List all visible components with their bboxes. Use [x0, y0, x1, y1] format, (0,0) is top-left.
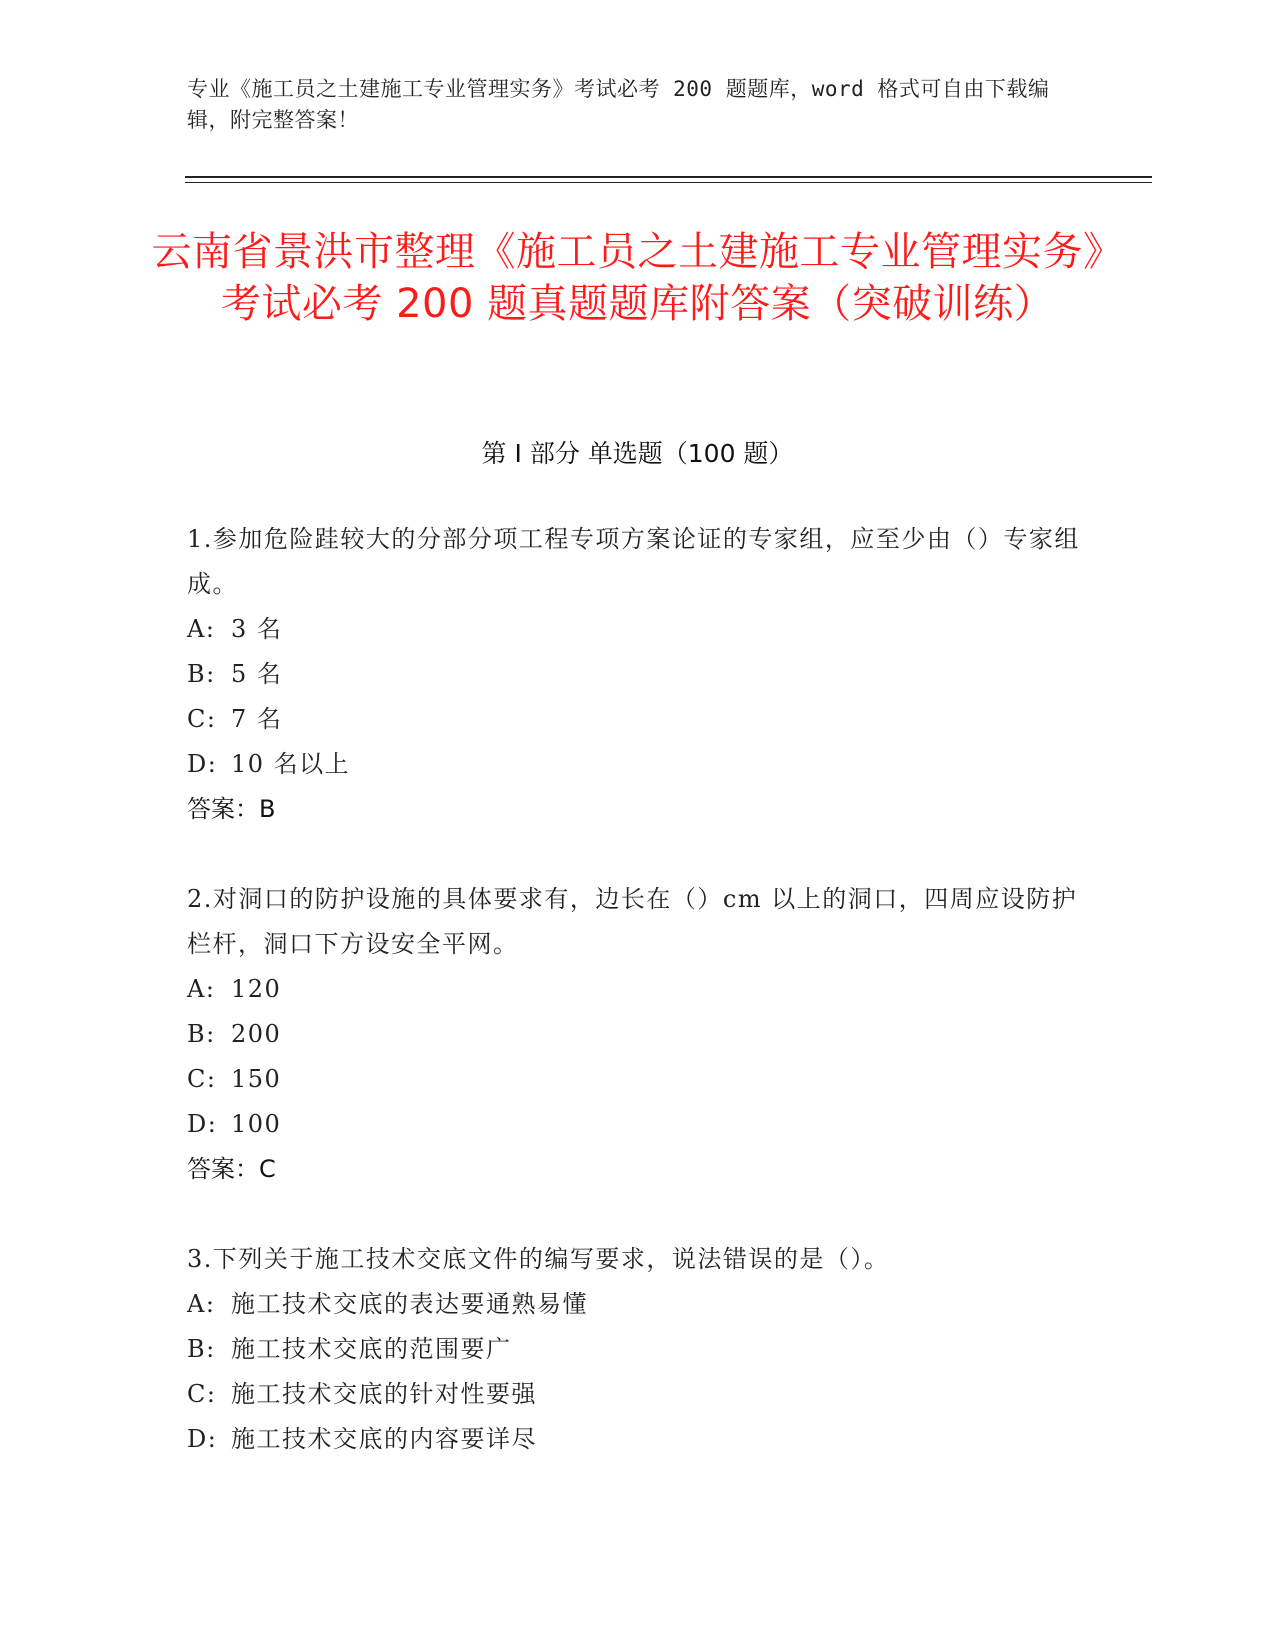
option-a [187, 967, 1087, 1012]
option-d [187, 742, 1087, 787]
option-key: C: [187, 705, 217, 733]
header-divider-thick [185, 176, 1152, 178]
option-b [187, 1327, 1087, 1372]
option-text: 施工技术交底的针对性要强 [231, 1380, 537, 1408]
option-a [187, 607, 1087, 652]
option-key: C: [187, 1380, 217, 1408]
option-text: 施工技术交底的范围要广 [231, 1335, 512, 1363]
answer-label: 答案：B [187, 795, 276, 823]
option-text: 施工技术交底的内容要详尽 [231, 1425, 537, 1453]
option-c [187, 1057, 1087, 1102]
option-text: 150 [231, 1065, 282, 1093]
option-d [187, 1417, 1087, 1462]
option-key: B: [187, 1020, 216, 1048]
question-2 [187, 877, 1087, 1192]
option-key: D: [187, 750, 218, 778]
option-key: B: [187, 660, 216, 688]
option-key: D: [187, 1425, 218, 1453]
question-3 [187, 1237, 1087, 1462]
option-key: B: [187, 1335, 216, 1363]
option-text: 3 名 [231, 615, 283, 643]
option-a [187, 1282, 1087, 1327]
header-divider-thin [185, 182, 1152, 183]
document-title: 云南省景洪市整理《施工员之土建施工专业管理实务》考试必考 200 题真题题库附答案（突破训练） [151, 229, 1124, 327]
option-key: A: [187, 975, 216, 1003]
question-stem: 1.参加危险跬较大的分部分项工程专项方案论证的专家组，应至少由（）专家组成。 [187, 525, 1080, 598]
question-1 [187, 517, 1087, 832]
option-d [187, 1102, 1087, 1147]
option-key: D: [187, 1110, 218, 1138]
header-note: 专业《施工员之土建施工专业管理实务》考试必考 200 题题库，word 格式可自由下载编辑，附完整答案！ [187, 77, 1050, 132]
option-text: 施工技术交底的表达要通熟易懂 [231, 1290, 588, 1318]
section-title: 第 I 部分 单选题（100 题） [481, 439, 794, 468]
option-text: 5 名 [231, 660, 283, 688]
answer-label: 答案：C [187, 1155, 276, 1183]
option-text: 120 [231, 975, 282, 1003]
option-text: 100 [231, 1110, 282, 1138]
option-key: A: [187, 615, 216, 643]
option-text: 10 名以上 [231, 750, 351, 778]
option-c [187, 1372, 1087, 1417]
option-key: C: [187, 1065, 217, 1093]
option-b [187, 652, 1087, 697]
option-b [187, 1012, 1087, 1057]
option-key: A: [187, 1290, 216, 1318]
option-text: 200 [231, 1020, 282, 1048]
question-stem: 3.下列关于施工技术交底文件的编写要求，说法错误的是（）。 [187, 1245, 890, 1273]
question-stem: 2.对洞口的防护设施的具体要求有，边长在（）cm 以上的洞口，四周应设防护栏杆，洞口下方设安全平网。 [187, 885, 1078, 958]
option-text: 7 名 [231, 705, 283, 733]
option-c [187, 697, 1087, 742]
